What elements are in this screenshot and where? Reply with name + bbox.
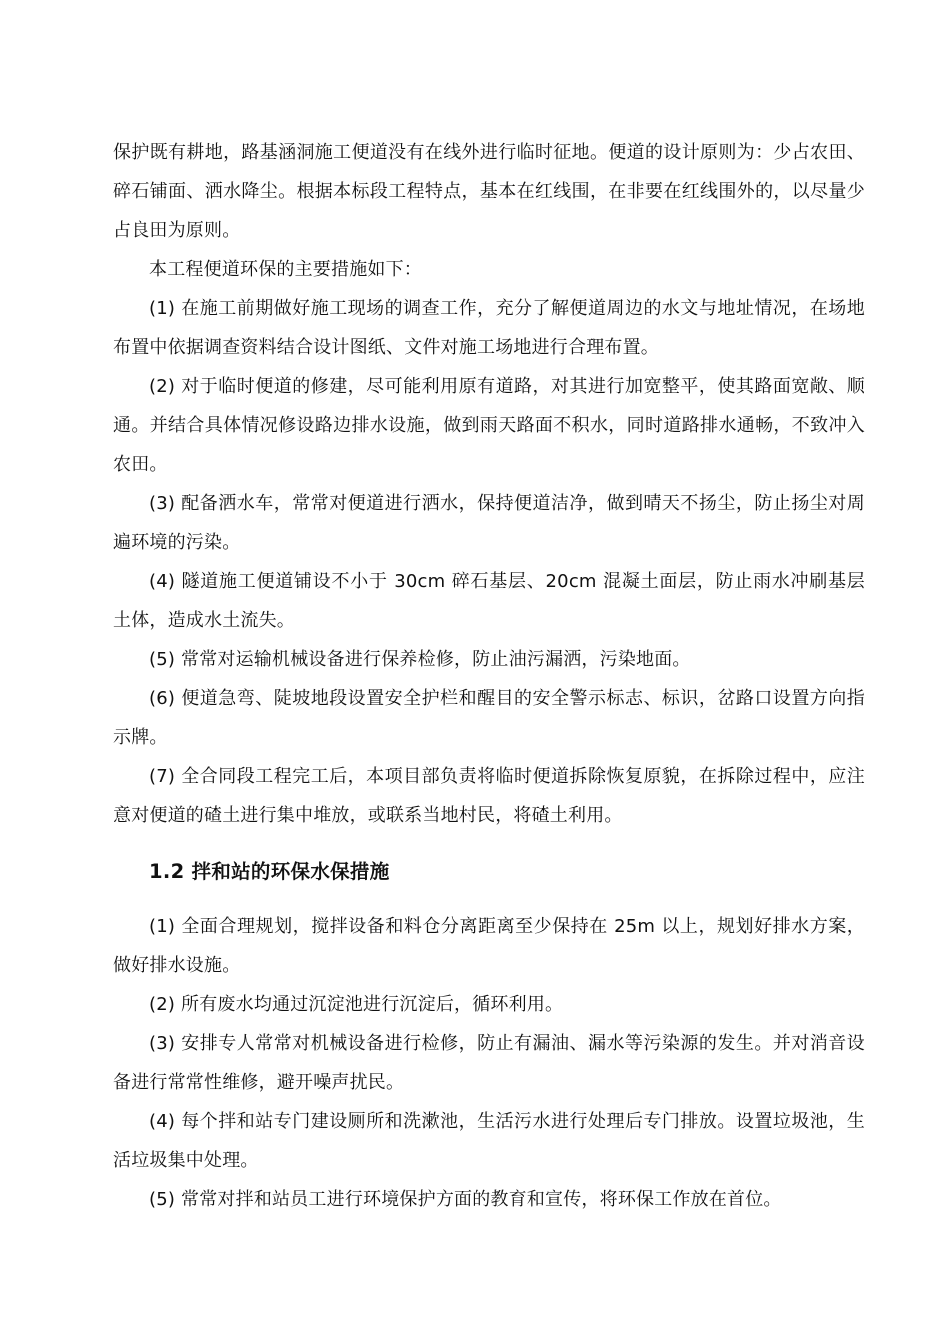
paragraph-item-3: (3) 配备洒水车，常常对便道进行洒水，保持便道洁净，做到晴天不扬尘，防止扬尘对周遍环境的污染。 xyxy=(113,493,865,553)
paragraph-item-5: (5) 常常对运输机械设备进行保养检修，防止油污漏洒，污染地面。 xyxy=(149,649,691,670)
paragraph-item-4: (4) 隧道施工便道铺设不小于 30cm 碎石基层、20cm 混凝土面层，防止雨水冲刷基层土体，造成水土流失。 xyxy=(113,571,865,631)
paragraph-mix-item-5: (5) 常常对拌和站员工进行环境保护方面的教育和宣传，将环保工作放在首位。 xyxy=(149,1189,782,1210)
section-heading: 1.2 拌和站的环保水保措施 xyxy=(149,860,390,883)
paragraph-mix-item-2: (2) 所有废水均通过沉淀池进行沉淀后，循环利用。 xyxy=(149,994,564,1015)
paragraph-mix-item-3: (3) 安排专人常常对机械设备进行检修，防止有漏油、漏水等污染源的发生。并对消音设备进行常常性维修，避开噪声扰民。 xyxy=(113,1033,865,1093)
paragraph-intro-measures: 本工程便道环保的主要措施如下： xyxy=(149,259,422,280)
page-content xyxy=(113,133,865,1219)
paragraph-continued: 保护既有耕地，路基涵洞施工便道没有在线外进行临时征地。便道的设计原则为：少占农田、碎石铺面、洒水降尘。根据本标段工程特点，基本在红线围，在非要在红线围外的，以尽量少占良田为原则。 xyxy=(113,142,865,241)
paragraph-item-6: (6) 便道急弯、陡坡地段设置安全护栏和醒目的安全警示标志、标识，岔路口设置方向指示牌。 xyxy=(113,688,865,748)
paragraph-item-1: (1) 在施工前期做好施工现场的调查工作，充分了解便道周边的水文与地址情况，在场地布置中依据调查资料结合设计图纸、文件对施工场地进行合理布置。 xyxy=(113,298,865,358)
paragraph-mix-item-4: (4) 每个拌和站专门建设厕所和洗漱池，生活污水进行处理后专门排放。设置垃圾池，生活垃圾集中处理。 xyxy=(113,1111,865,1171)
paragraph-mix-item-1: (1) 全面合理规划，搅拌设备和料仓分离距离至少保持在 25m 以上，规划好排水方案，做好排水设施。 xyxy=(113,916,865,976)
paragraph-item-2: (2) 对于临时便道的修建，尽可能利用原有道路，对其进行加宽整平，使其路面宽敞、顺通。并结合具体情况修设路边排水设施，做到雨天路面不积水，同时道路排水通畅，不致冲入农田。 xyxy=(113,376,865,475)
paragraph-item-7: (7) 全合同段工程完工后，本项目部负责将临时便道拆除恢复原貌，在拆除过程中，应注意对便道的碴土进行集中堆放，或联系当地村民，将碴土利用。 xyxy=(113,766,865,826)
